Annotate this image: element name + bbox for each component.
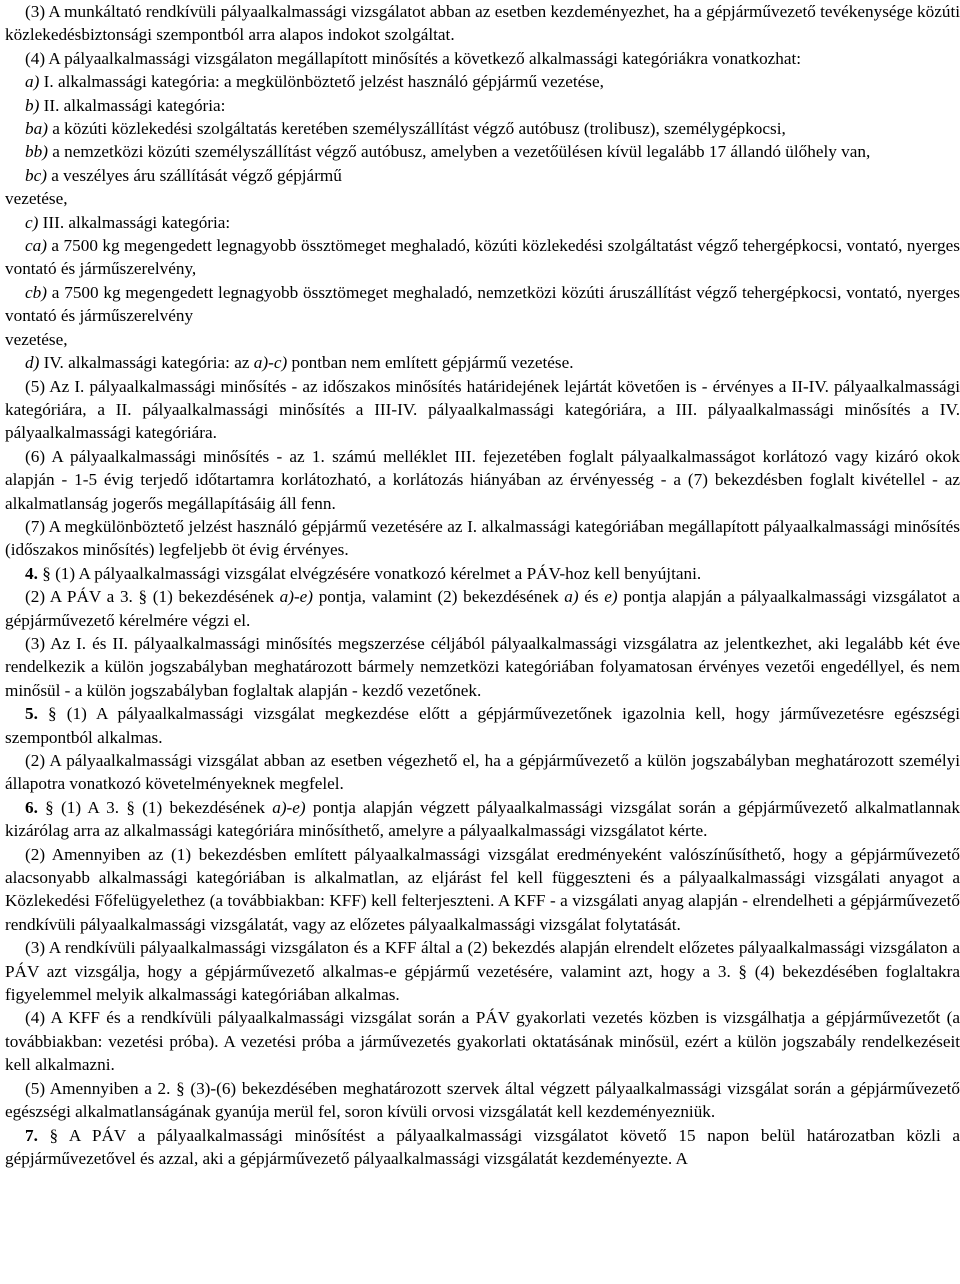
- text-segment: (7) A megkülönböztető jelzést használó gépjármű vezetésére az I. alkalmassági kategóriában megállapított pályaalkalmassági minősítés (időszakos minősítés) legfeljebb öt évig érvényes.: [5, 516, 960, 560]
- text-segment: (5) Az I. pályaalkalmassági minősítés - az időszakos minősítés határidejének lejártát követően is - érvényes a II-IV. pályaalkalmassági kategóriára, a II. pályaalkalmassági minősítés a III-IV. pályaalkalmassági kategóriára, a III. pályaalkalmassági minősítés a IV. pályaalkalmassági kategóriára.: [5, 376, 960, 443]
- paragraph-s5p1: [5, 702, 960, 749]
- paragraph-p4cb2: [5, 328, 960, 351]
- text-segment: § (1) A 3. § (1) bekezdésének: [37, 797, 273, 817]
- text-segment: 6.: [25, 797, 38, 817]
- text-segment: (3) Az I. és II. pályaalkalmassági minősítés megszerzése céljából pályaalkalmassági vizsgálatra az jelentkezhet, aki legalább két éve rendelkezik a külön jogszabályban meghatározott bármely nemzetközi kategóriában folyamatosan érvényes vezetői engedéllyel, és nem minősül - a külön jogszabályban foglaltak alapján - kezdő vezetőnek.: [5, 633, 960, 700]
- text-segment: és: [578, 587, 605, 607]
- text-segment: a 7500 kg megengedett legnagyobb össztömeget meghaladó, nemzetközi közúti áruszállítást végző tehergépkocsi, vontató, nyerges vontató és járműszerelvény: [5, 282, 960, 326]
- paragraph-s6p5: [5, 1077, 960, 1124]
- paragraph-p4ba: [5, 117, 960, 140]
- text-segment: cb): [25, 282, 47, 302]
- document-body: [5, 0, 960, 1170]
- text-segment: d): [25, 353, 40, 373]
- text-segment: I. alkalmassági kategória: a megkülönböztető jelzést használó gépjármű vezetése,: [39, 72, 604, 92]
- paragraph-p4a: [5, 70, 960, 93]
- paragraph-p4cb: [5, 281, 960, 328]
- text-segment: § (1) A pályaalkalmassági vizsgálat elvégzésére vonatkozó kérelmet a PÁV-hoz kell benyújtani.: [37, 563, 702, 583]
- text-segment: 5.: [25, 704, 38, 724]
- text-segment: (3) A munkáltató rendkívüli pályaalkalmassági vizsgálatot abban az esetben kezdeményezhet, ha a gépjárművezető tevékenysége közúti közlekedésbiztonsági szempontból arra alapos indokot szolgáltat.: [5, 2, 960, 45]
- text-segment: a 7500 kg megengedett legnagyobb össztömeget meghaladó, közúti közlekedési szolgáltatást végző tehergépkocsi, vontató, nyerges vontató és járműszerelvény,: [5, 236, 960, 279]
- text-segment: a)-c): [253, 353, 288, 373]
- paragraph-p4d: [5, 351, 960, 374]
- text-segment: a nemzetközi közúti személyszállítást végző autóbusz, amelyben a vezetőülésen kívül legalább 17 állandó ülőhely van,: [47, 142, 871, 162]
- text-segment: 4.: [25, 563, 38, 583]
- paragraph-s6p2: [5, 843, 960, 937]
- paragraph-s5p2: [5, 749, 960, 796]
- text-segment: pontja alapján a pályaalkalmassági vizsgálatot a gépjárművezető kérelmére végzi el.: [5, 587, 960, 630]
- text-segment: (2) Amennyiben az (1) bekezdésben említett pályaalkalmassági vizsgálat eredményeként valószínűsíthető, hogy a gépjárművezető alacsonyabb alkalmassági kategóriában is alkalmatlan, az eljárást fel kell függeszteni és a pályaalkalmassági vizsgálati anyagot a Közlekedési Főfelügyelethez (a továbbiakban: KFF) kell felterjeszteni. A KFF - a vizsgálati anyag alapján - elrendelheti a gépjárművezető rendkívüli pályaalkalmassági vizsgálatát, vagy az előzetes pályaalkalmassági vizsgálat folytatását.: [5, 844, 960, 934]
- text-segment: a): [25, 72, 40, 92]
- paragraph-p6: [5, 445, 960, 515]
- text-segment: (5) Amennyiben a 2. § (3)-(6) bekezdésében meghatározott szervek által végzett pályaalkalmassági vizsgálat során a gépjárművezető egészségi alkalmatlanságának gyanúja merül fel, soron kívüli orvosi vizsgálatát kell kezdeményezniük.: [5, 1078, 960, 1122]
- text-segment: (3) A rendkívüli pályaalkalmassági vizsgálaton és a KFF által a (2) bekezdés alapján elrendelt előzetes pályaalkalmassági vizsgálaton a PÁV azt vizsgálja, hogy a gépjárművezető alkalmas-e gépjármű vezetésére, valamint azt, hogy a 3. § (4) bekezdésében foglaltakra figyelemmel melyik alkalmassági kategóriában alkalmas.: [5, 938, 960, 1005]
- text-segment: pontja alapján végzett pályaalkalmassági vizsgálat során a gépjárművezető alkalmatlannak kizárólag arra az alkalmassági kategóriára minősíthető, amelyre a pályaalkalmassági vizsgálatot kérte.: [5, 797, 960, 841]
- paragraph-s4p1: [5, 562, 960, 585]
- text-segment: § (1) A pályaalkalmassági vizsgálat megkezdése előtt a gépjárművezetőnek igazolnia kell, hogy járművezetésre egészségi szempontból alkalmas.: [5, 704, 960, 747]
- text-segment: a)-e): [279, 587, 314, 607]
- paragraph-s6p3: [5, 936, 960, 1006]
- paragraph-p4bc: [5, 164, 960, 187]
- paragraph-p4ca: [5, 234, 960, 281]
- text-segment: (4) A KFF és a rendkívüli pályaalkalmassági vizsgálat során a PÁV gyakorlati vezetés közben is vizsgálhatja a gépjárművezetőt (a továbbiakban: vezetési próba). A vezetési próba a járművezetés gyakorlati oktatásának minősül, ezért a külön jogszabály rendelkezéseit kell alkalmazni.: [5, 1008, 960, 1075]
- text-segment: 7.: [25, 1125, 38, 1145]
- text-segment: (4) A pályaalkalmassági vizsgálaton megállapított minősítés a következő alkalmassági kategóriákra vonatkozhat:: [25, 48, 802, 68]
- text-segment: a)-e): [272, 797, 306, 817]
- paragraph-p4bb: [5, 140, 960, 163]
- text-segment: vezetése,: [5, 189, 68, 209]
- text-segment: bb): [25, 142, 48, 162]
- text-segment: c): [25, 212, 39, 232]
- text-segment: pontja, valamint (2) bekezdésének: [313, 587, 565, 607]
- text-segment: § A PÁV a pályaalkalmassági minősítést a pályaalkalmassági vizsgálatot követő 15 napon belül határozatban közli a gépjárművezetővel és azzal, aki a gépjárművezető pályaalkalmassági vizsgálatát kezdeményezte. A: [5, 1125, 960, 1168]
- text-segment: III. alkalmassági kategória:: [38, 212, 231, 232]
- text-segment: II. alkalmassági kategória:: [39, 95, 226, 115]
- paragraph-s6p4: [5, 1006, 960, 1076]
- text-segment: a veszélyes áru szállítását végző gépjármű: [46, 165, 342, 185]
- text-segment: (2) A PÁV a 3. § (1) bekezdésének: [25, 587, 280, 607]
- paragraph-p3: [5, 0, 960, 47]
- text-segment: a közúti közlekedési szolgáltatás keretében személyszállítást végző autóbusz (trolibusz), személygépkocsi,: [47, 119, 786, 139]
- text-segment: e): [604, 587, 618, 607]
- paragraph-p4: [5, 47, 960, 70]
- paragraph-p4c: [5, 211, 960, 234]
- paragraph-s6p1: [5, 796, 960, 843]
- text-segment: (2) A pályaalkalmassági vizsgálat abban az esetben végezhető el, ha a gépjárművezető a külön jogszabályban meghatározott személyi állapotra vonatkozó követelményeknek megfelel.: [5, 751, 960, 794]
- text-segment: a): [564, 587, 579, 607]
- paragraph-p4bc2: [5, 187, 960, 210]
- paragraph-p7: [5, 515, 960, 562]
- text-segment: ba): [25, 119, 48, 139]
- text-segment: ca): [25, 236, 47, 256]
- text-segment: (6) A pályaalkalmassági minősítés - az 1. számú melléklet III. fejezetében foglalt pályaalkalmasságot korlátozó vagy kizáró okok alapján - 1-5 évig terjedő időtartamra korlátozható, a korlátozás hiányában az érvényesség - a (7) bekezdésben foglalt kivétellel - az alkalmatlanság jogerős megállapításáig áll fenn.: [5, 446, 960, 513]
- paragraph-s4p2: [5, 585, 960, 632]
- text-segment: vezetése,: [5, 329, 68, 349]
- text-segment: b): [25, 95, 40, 115]
- text-segment: bc): [25, 165, 47, 185]
- paragraph-p5: [5, 375, 960, 445]
- paragraph-s4p3: [5, 632, 960, 702]
- text-segment: pontban nem említett gépjármű vezetése.: [287, 353, 574, 373]
- paragraph-s7p1: [5, 1124, 960, 1171]
- paragraph-p4b: [5, 94, 960, 117]
- text-segment: IV. alkalmassági kategória: az: [39, 353, 254, 373]
